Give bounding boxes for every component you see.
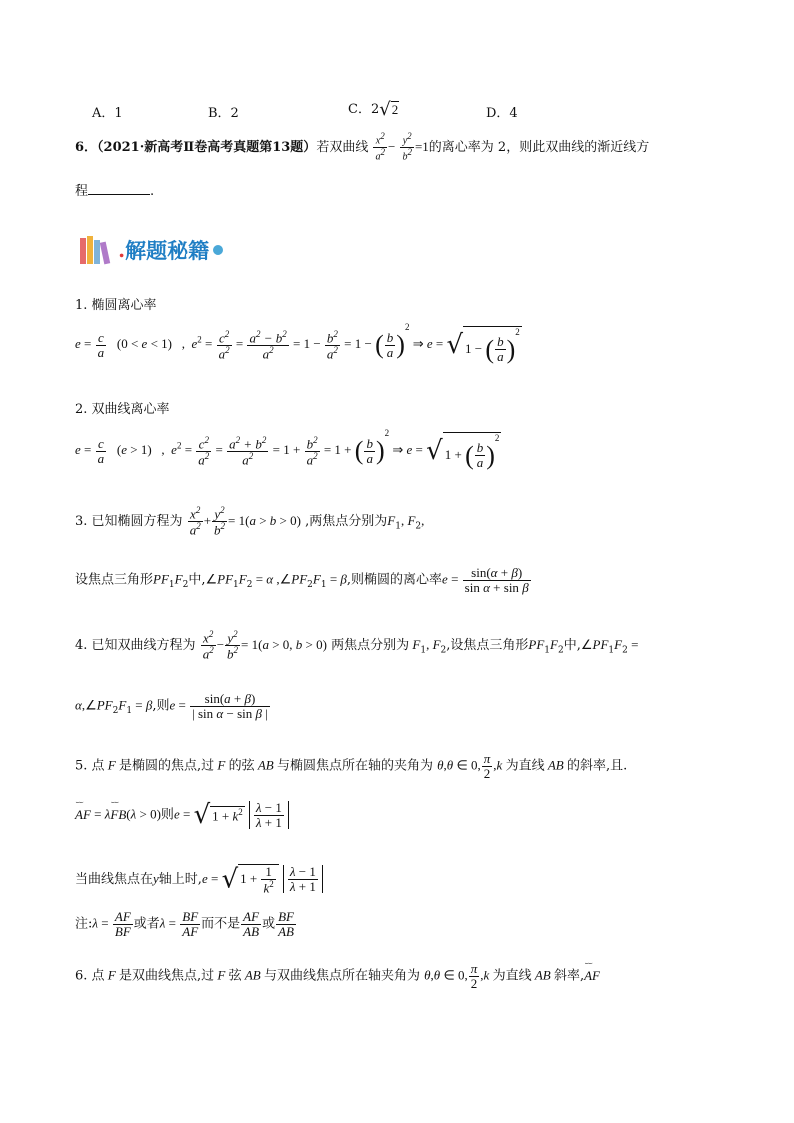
question-6-line2: 程 . <box>75 184 155 199</box>
question-6: 6．（2021·新高考Ⅱ卷高考真题第13题）若双曲线 $\frac{x^2}{a^2}$ − $\frac{y^2}{b^2}$ =1的离心率为 2，则此双曲线的渐近线方 <box>75 131 650 163</box>
item-1-title: 1. 椭圆离心率 <box>75 298 157 313</box>
item-1-formula: e = $\frac{c}{a}$ (0 < e < 1) , $e^2$ = $\frac{c^2}{a^2}$ = $\frac{a^2 - b^2}{a^2}$ = 1 − $\frac{b^2}{a^2}$ = 1 − ( $\frac{b}{a}$ )$^2$ ⇒ e = √ 1 − ( $\frac{b}{a}$ )$^2$ <box>75 322 520 365</box>
option-a: A．1 <box>92 106 123 121</box>
item-6-line1: 6. 点 F 是双曲线焦点,过 F 弦 AB 与双曲线焦点所在轴夹角为 θ,θ ∈ 0, $\frac{\pi}{2}$ ,k 为直线 AB 斜率,⌣⌣ AF <box>75 962 600 990</box>
section-header: .解题秘籍 <box>78 234 223 266</box>
item-2-title: 2. 双曲线离心率 <box>75 402 170 417</box>
item-5-line2: ⌣⌣ AF = λ⌣⌣ FB(λ > 0)则e = √ $1 + k^2$ $\frac{\lambda - 1}{\lambda + 1}$ <box>75 800 289 830</box>
item-5-line1: 5. 点 F 是椭圆的焦点,过 F 的弦 AB 与椭圆焦点所在轴的夹角为 θ,θ ∈ 0, $\frac{\pi}{2}$ ,k 为直线 AB 的斜率,且. <box>75 751 628 781</box>
dot-icon <box>213 245 223 255</box>
item-4-line2: $\alpha,\angle PF_2F_1 = \beta$,则e = $\frac{\sin(a + \beta)}{\text{| sin α − sin β |}}$ <box>75 691 268 721</box>
option-c: C．2√2 <box>348 99 399 120</box>
item-4-line1: 4. 已知双曲线方程为 $\frac{x^2}{a^2}$ − $\frac{y^2}{b^2}$ = 1(a > 0, b > 0) 两焦点分别为 $F_1$, $F_2$,设焦点三角形$PF_1F_2$中$,\angle PF_1F_2$ = <box>75 629 639 662</box>
item-3-line1: 3. 已知椭圆方程为 $\frac{x^2}{a^2}$ + $\frac{y^2}{b^2}$ = 1(a > b > 0) ,两焦点分别为$F_1$, $F_2$, <box>75 505 425 538</box>
books-icon <box>78 234 114 266</box>
item-5-line3: 当曲线焦点在y轴上时,e = √ 1 + $\frac{1}{k^2}$ $\frac{\lambda - 1}{\lambda + 1}$ <box>75 864 323 895</box>
answer-blank[interactable] <box>88 182 150 195</box>
option-b: B．2 <box>208 106 239 121</box>
option-d: D．4 <box>486 106 518 121</box>
item-3-line2: 设焦点三角形$PF_1F_2$中$,\angle PF_1F_2 = \alpha$ $,\angle PF_2F_1 = \beta$,则椭圆的离心率e = $\frac{\sin(\alpha + \beta)}{\text{sin α + sin β}}$ <box>75 565 529 595</box>
section-title: 解题秘籍 <box>125 240 210 263</box>
item-2-formula: e = $\frac{c}{a}$ (e > 1) , $e^2$ = $\frac{c^2}{a^2}$ = $\frac{a^2 + b^2}{a^2}$ = 1 + $\frac{b^2}{a^2}$ = 1 + ( $\frac{b}{a}$ )$^2$ ⇒ e = √ 1 + ( $\frac{b}{a}$ )$^2$ <box>75 428 500 471</box>
note: 注:λ = $\frac{AF}{BF}$ 或者λ = $\frac{BF}{AF}$ 而不是 $\frac{AF}{AB}$ 或 $\frac{BF}{AB}$ <box>75 909 294 939</box>
